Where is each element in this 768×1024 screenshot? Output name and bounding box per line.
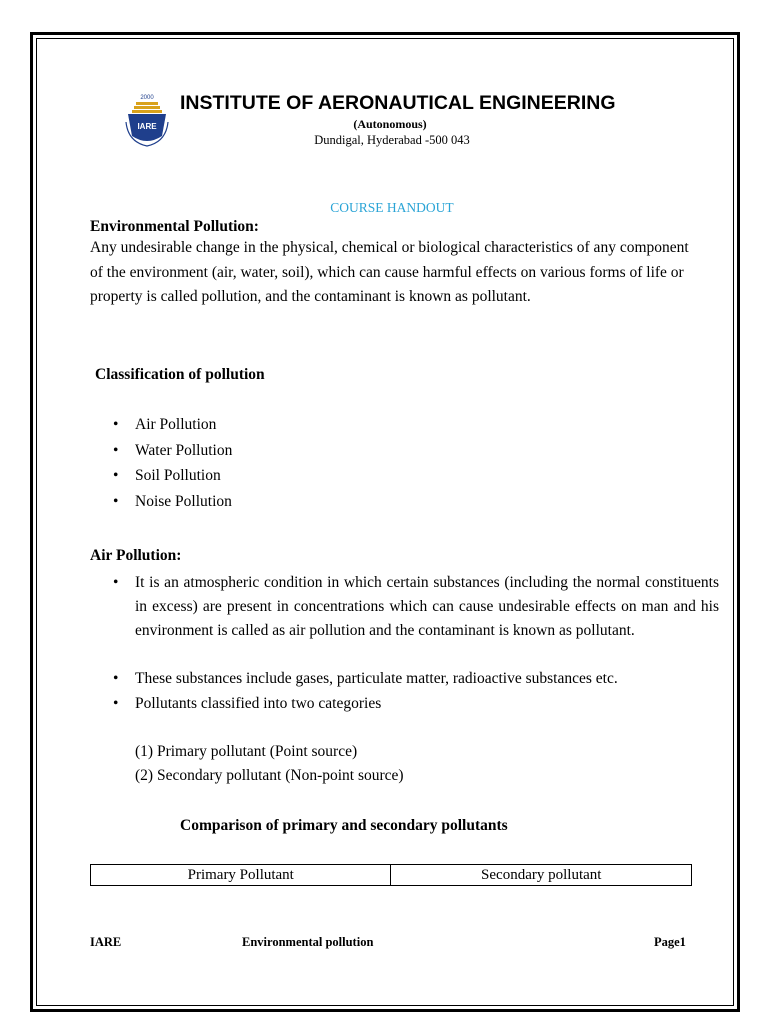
autonomous-label: (Autonomous) [353, 117, 427, 131]
comparison-table [90, 864, 692, 886]
table-header-secondary: Secondary pollutant [391, 865, 692, 886]
course-handout-label: COURSE HANDOUT [330, 200, 454, 215]
pollutant-category-secondary: (2) Secondary pollutant (Non-point source) [135, 767, 404, 784]
footer-topic: Environmental pollution [242, 935, 374, 949]
list-item: • Water Pollution [135, 442, 232, 460]
list-item: • These substances include gases, particulate matter, radioactive substances etc. [135, 667, 719, 691]
footer-page-number: Page1 [654, 935, 686, 949]
iare-logo [122, 92, 172, 148]
comparison-heading: Comparison of primary and secondary pollutants [180, 817, 508, 834]
logo-text: IARE [137, 122, 157, 131]
footer-institute: IARE [90, 935, 122, 949]
list-item: • Pollutants classified into two categories [135, 692, 719, 716]
table-header-primary: Primary Pollutant [91, 865, 391, 886]
institute-address: Dundigal, Hyderabad -500 043 [314, 133, 470, 147]
list-item: • Soil Pollution [135, 467, 221, 485]
list-item: • Air Pollution [135, 416, 216, 434]
page-border-inner [36, 38, 734, 1006]
classification-heading: Classification of pollution [95, 366, 265, 383]
logo-year: 2000 [140, 95, 154, 101]
list-item: • It is an atmospheric condition in which certain substances (including the normal constituents in excess) are present in concentrations which can cause undesirable effects on man and his environment is called as air pollution and the contaminant is known as pollutant. [135, 571, 719, 643]
env-pollution-definition: Any undesirable change in the physical, chemical or biological characteristics of any component of the environment (air, water, soil), which can cause harmful effects on various forms of life or property is called pollution, and the contaminant is known as pollutant. [90, 239, 689, 305]
table-row [91, 865, 692, 886]
institute-name: INSTITUTE OF AERONAUTICAL ENGINEERING [180, 92, 616, 114]
air-pollution-heading: Air Pollution: [90, 547, 182, 564]
env-pollution-heading: Environmental Pollution: [90, 218, 259, 235]
list-item: • Noise Pollution [135, 493, 232, 511]
pollutant-category-primary: (1) Primary pollutant (Point source) [135, 743, 358, 760]
